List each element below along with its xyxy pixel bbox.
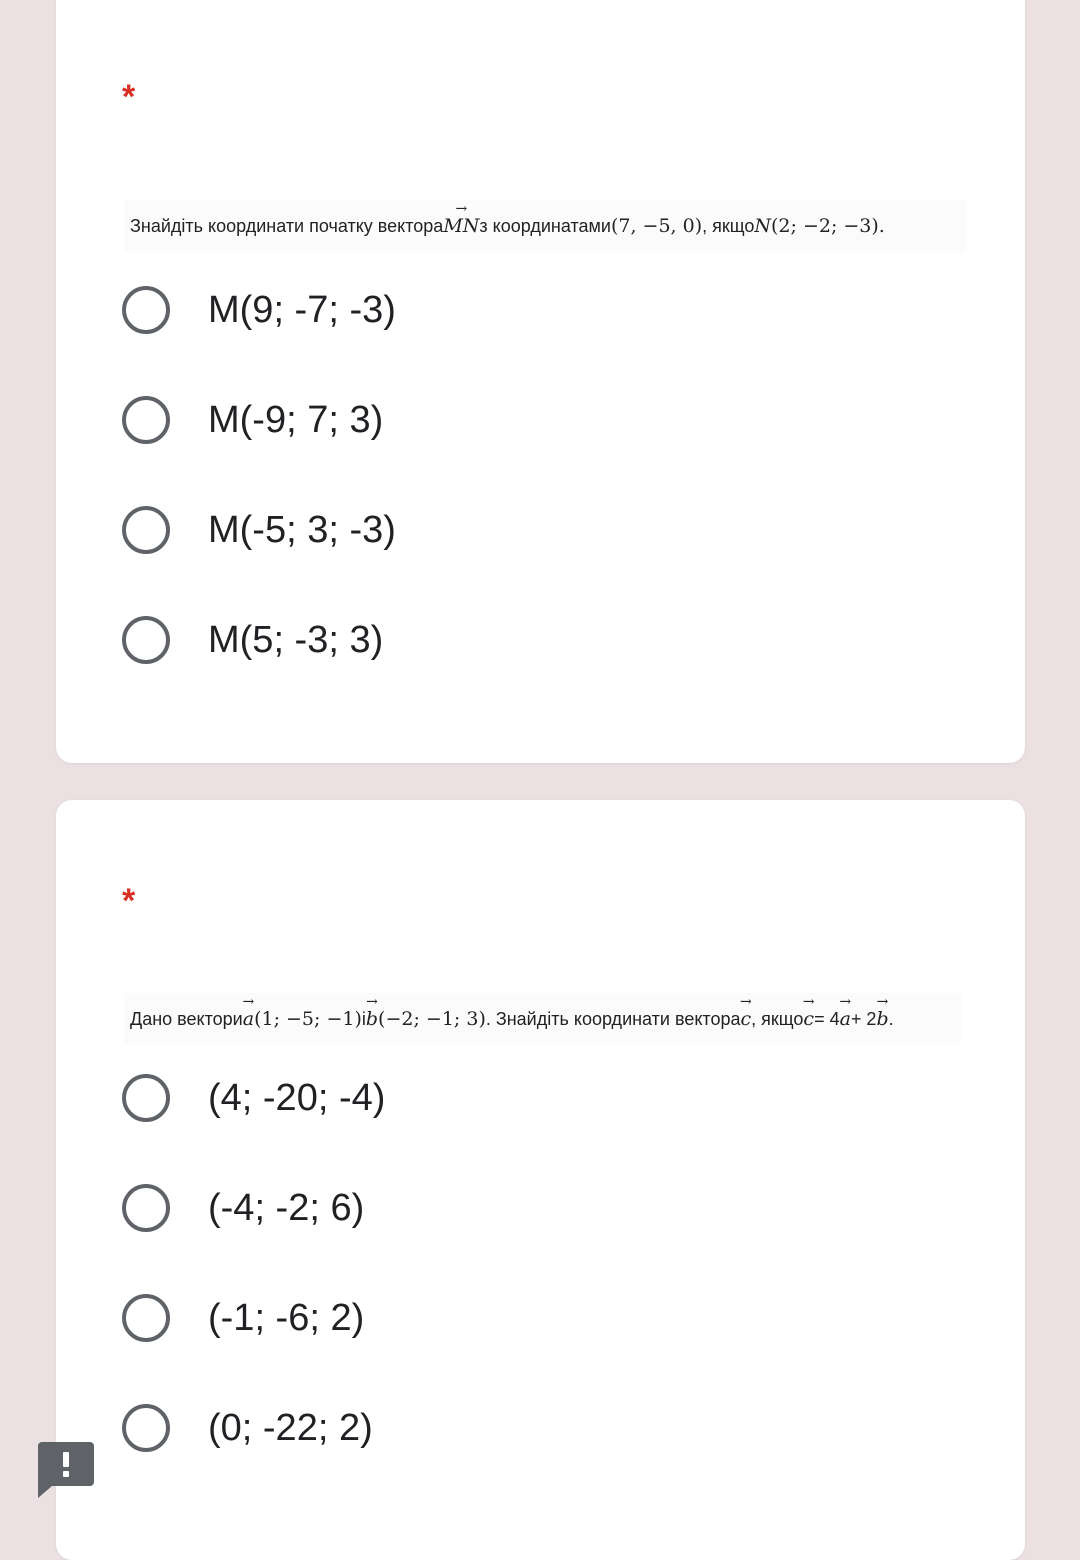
option-label: (-1; -6; 2) bbox=[208, 1296, 365, 1339]
formula-text: + 2 bbox=[850, 1008, 877, 1029]
question-text: Дано вектори bbox=[130, 1008, 243, 1029]
exclamation-icon bbox=[38, 1442, 94, 1498]
radio-option[interactable] bbox=[122, 500, 396, 560]
radio-button[interactable] bbox=[122, 506, 170, 554]
radio-option[interactable] bbox=[122, 610, 383, 670]
radio-button[interactable] bbox=[122, 1404, 170, 1452]
option-label: (-4; -2; 6) bbox=[208, 1186, 365, 1229]
point-coords: (2; −2; −3). bbox=[771, 215, 885, 237]
option-label: M(-9; 7; 3) bbox=[208, 398, 384, 441]
vector-mn: → MN bbox=[443, 215, 479, 237]
radio-option[interactable] bbox=[122, 1398, 373, 1458]
radio-button[interactable] bbox=[122, 286, 170, 334]
radio-option[interactable] bbox=[122, 280, 396, 340]
option-label: M(-5; 3; -3) bbox=[208, 508, 396, 551]
question-text: з координатами bbox=[479, 215, 611, 236]
radio-option[interactable] bbox=[122, 1068, 385, 1128]
vector-coords: (7, −5, 0) bbox=[610, 215, 703, 237]
option-label: (4; -20; -4) bbox=[208, 1076, 386, 1119]
report-problem-button[interactable] bbox=[38, 1442, 94, 1498]
question-card-2 bbox=[56, 800, 1025, 1560]
radio-option[interactable] bbox=[122, 390, 383, 450]
question-image bbox=[124, 993, 961, 1045]
option-label: M(5; -3; 3) bbox=[208, 618, 384, 661]
question-text: Знайдіть координати початку вектора bbox=[130, 215, 444, 236]
radio-button[interactable] bbox=[122, 1294, 170, 1342]
radio-option[interactable] bbox=[122, 1178, 364, 1238]
vector-b-coords: (−2; −1; 3) bbox=[378, 1008, 486, 1030]
question-text: і bbox=[361, 1008, 366, 1029]
question-image bbox=[124, 200, 966, 252]
question-text: , якщо bbox=[751, 1008, 804, 1029]
option-label: M(9; -7; -3) bbox=[208, 288, 396, 331]
required-asterisk: * bbox=[122, 78, 136, 116]
vector-a: → a bbox=[243, 1008, 254, 1030]
required-asterisk: * bbox=[122, 882, 136, 920]
point-label: N bbox=[754, 215, 771, 237]
vector-a-coords: (1; −5; −1) bbox=[254, 1008, 362, 1030]
radio-button[interactable] bbox=[122, 1184, 170, 1232]
formula-text: . bbox=[888, 1008, 894, 1029]
vector-b: → b bbox=[366, 1008, 378, 1030]
question-text: , якщо bbox=[702, 215, 755, 236]
radio-button[interactable] bbox=[122, 1074, 170, 1122]
vector-c: → c bbox=[741, 1008, 752, 1030]
question-card-1 bbox=[56, 0, 1025, 763]
option-label: (0; -22; 2) bbox=[208, 1406, 373, 1449]
radio-button[interactable] bbox=[122, 396, 170, 444]
formula-text: = 4 bbox=[814, 1008, 840, 1029]
question-text: . Знайдіть координати вектора bbox=[485, 1008, 741, 1029]
radio-button[interactable] bbox=[122, 616, 170, 664]
radio-option[interactable] bbox=[122, 1288, 364, 1348]
vector-c: → c bbox=[803, 1008, 814, 1030]
vector-b: → b bbox=[876, 1008, 888, 1030]
vector-a: → a bbox=[840, 1008, 851, 1030]
